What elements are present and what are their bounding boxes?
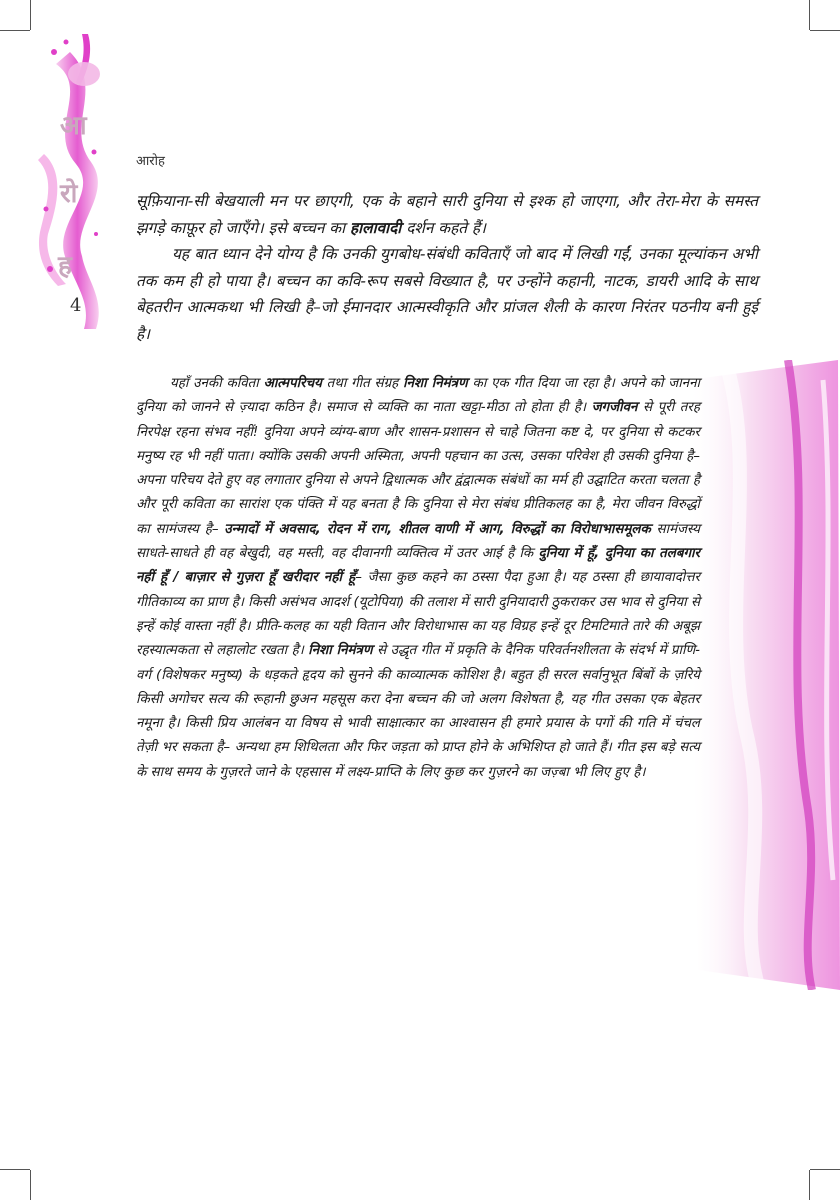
bold-term: निशा निमंत्रण [308,643,373,659]
crop-mark [30,1170,31,1200]
intro-text [136,188,758,347]
ribbon-letter: ह [58,251,72,281]
commentary-paragraph [136,372,700,785]
crop-mark [810,30,840,31]
text-run: यहाँ उनकी कविता [170,376,264,391]
bold-term: जगजीवन [591,400,638,416]
crop-mark [0,1169,30,1170]
intro-paragraph: यह बात ध्यान देने योग्य है कि उनकी युगबोध-संबंधी कविताएँ जो बाद में लिखी गईं, उनका मूल्यांकन अभी तक कम ही हो पाया है। बच्चन का कवि-रूप सबसे विख्यात है, पर उन्होंने कहानी, नाटक, डायरी आदि के साथ बेहतरीन आत्मकथा भी लिखी है–जो ईमानदार आत्मस्वीकृति और प्रांजल शैली के कारण निरंतर पठनीय बनी हुई है। [136,245,758,343]
text-run: – जैसा कुछ कहने का ठस्सा पैदा हुआ है। यह ठस्सा ही छायावादोत्तर गीतिकाव्य का प्राण है। किसी असंभव आदर्श (यूटोपिया) की तलाश में सारी दुनियादारी ठुकराकर उस भाव से दुनिया से इन्हें कोई वास्ता नहीं है। प्रीति-कलह का यही वितान और विरोधाभास का यह विग्रह इन्हें दूर टिमटिमाते तारे की अबूझ रहस्यात्मकता से लहालोट रखता है। [136,570,700,659]
bold-term: हालावादी [350,218,402,237]
ribbon-letter: रो [60,179,78,209]
bold-quote: दुनिया में हूँ, दुनिया का तलबगार नहीं हूँ / बाज़ार से गुज़रा हूँ खरीदार नहीं हूँ [136,546,701,586]
crop-mark [30,0,31,30]
panel-graphic [688,360,840,990]
text-run: तथा गीत संग्रह [321,376,404,391]
crop-mark [809,0,810,30]
side-ribbon-decoration [36,34,106,334]
text-run: सामंजस्य साधते-साधते ही वह बेखुदी, वह मस्ती, वह दीवानगी व्यक्तित्व में उतर आई है कि [136,521,700,562]
text-run: का एक गीत दिया जा रहा है। अपने को जानना दुनिया को जानने से ज़्यादा कठिन है। समाज से व्यक्ति का नाता खट्टा-मीठा तो होता ही है। [136,376,701,416]
text-run: से पूरी तरह निरपेक्ष रहना संभव नहीं! दुनिया अपने व्यंग्य-बाण और शासन-प्रशासन से चाहे जितना कष्ट दे, पर दुनिया से कटकर मनुष्य रह भी नहीं पाता। क्योंकि उसकी अपनी अस्मिता, अपनी पहचान का उत्स, उसका परिवेश ही उसकी दुनिया है– अपना परिचय देते हुए वह लगातार दुनिया से अपने द्विधात्मक और द्वंद्वात्मक संबंधों का मर्म ही उद्घाटित करता चलता है और पूरी कविता का सारांश एक पंक्ति में यह बनता है कि दुनिया से मेरा संबंध प्रीतिकलह का है, मेरा जीवन विरुद्धों का सामंजस्य है– [136,400,701,537]
bold-term: निशा निमंत्रण [403,376,468,391]
intro-paragraph [136,188,758,241]
bold-phrase: उन्मादों में अवसाद, रोदन में राग, शीतल वाणी में आग, विरुद्धों का विरोधाभासमूलक [224,521,651,537]
running-head: आरोह [136,154,165,169]
bold-term: आत्मपरिचय [263,376,322,391]
crop-mark [810,1169,840,1170]
text-run: से उद्धृत गीत में प्रकृति के दैनिक परिवर्तनशीलता के संदर्भ में प्राणि-वर्ग (विशेषकर मनुष्य) के धड़कते हृदय को सुनने की काव्यात्मक कोशिश है। बहुत ही सरल सर्वानुभूत बिंबों के ज़रिये किसी अगोचर सत्य की रूहानी छुअन महसूस करा देना बच्चन की जो अलग विशेषता है, यह गीत उसका एक बेहतर नमूना है। किसी प्रिय आलंबन या विषय से भावी साक्षात्कार का आश्वासन ही हमारे प्रयास के पगों की गति में चंचल तेज़ी भर सकता है– अन्यथा हम शिथिलता और फिर जड़ता को प्राप्त होने के अभिशिप्त हो जाते हैं। गीत इस बड़े सत्य के साथ समय के गुज़रते जाने के एहसास में लक्ष्य-प्राप्ति के लिए कुछ कर गुज़रने का जज़्बा भी लिए हुए है। [136,643,700,780]
crop-mark [0,30,30,31]
crop-mark [809,1170,810,1200]
panel-decoration [688,360,840,990]
text-run: सूफ़ियाना-सी बेखयाली मन पर छाएगी, एक के बहाने सारी दुनिया से इश्क हो जाएगा, और तेरा-मेरा के समस्त झगड़े काफ़ूर हो जाएँगे। इसे बच्चन का [136,192,758,237]
page-number: 4 [70,295,82,316]
ribbon-letter: आ [60,111,87,141]
text-run: दर्शन कहते हैं। [401,218,486,237]
